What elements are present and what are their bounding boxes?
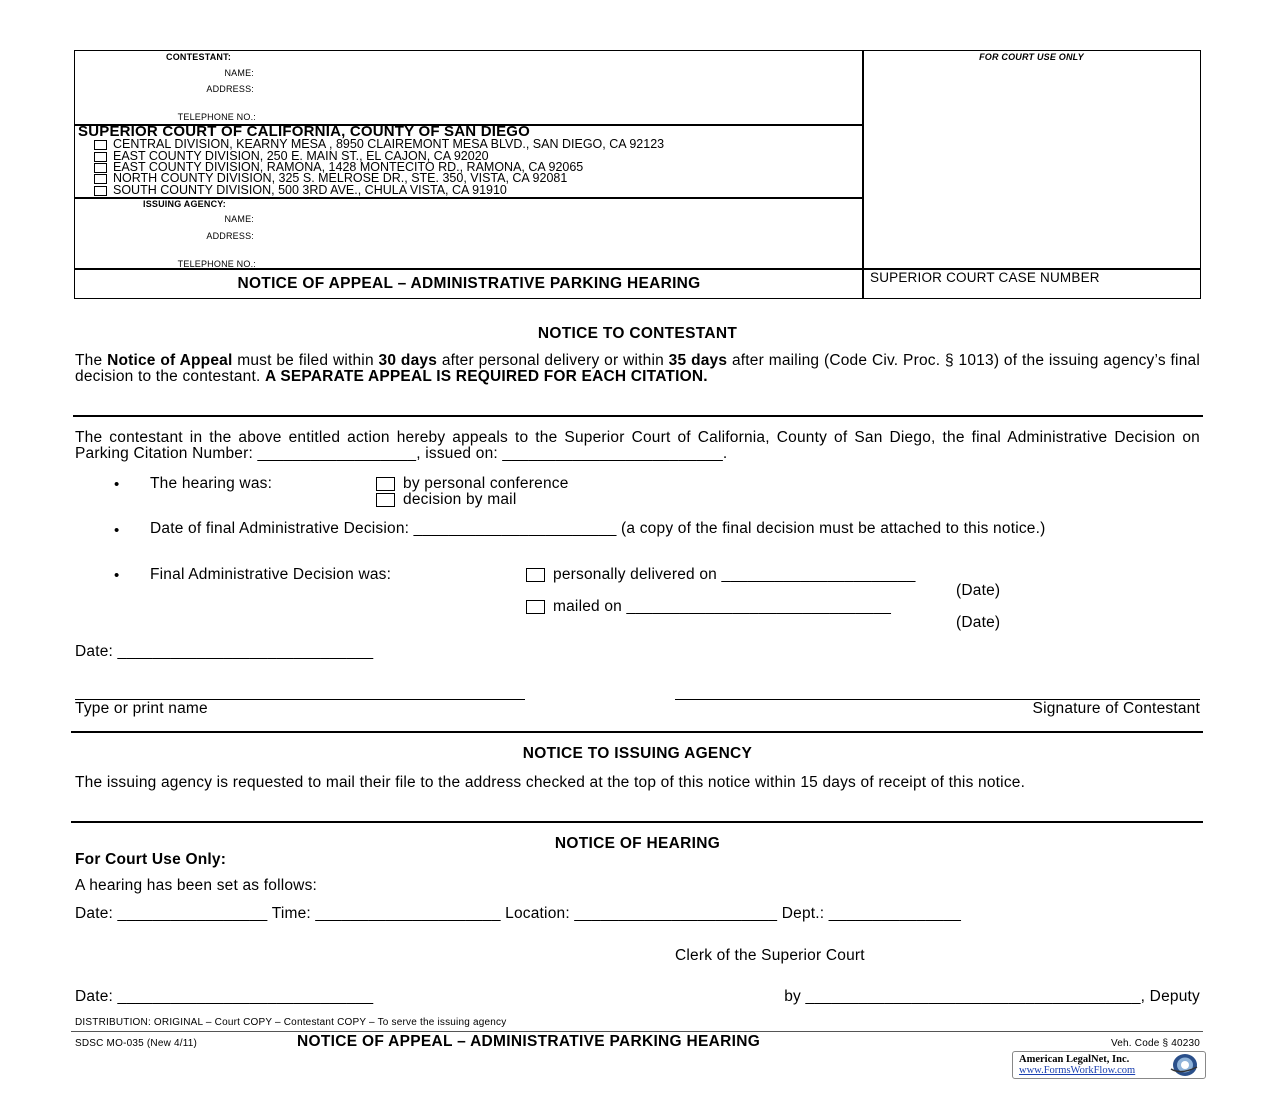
court-use-label: FOR COURT USE ONLY [979, 52, 1084, 62]
final-decision-was-label: Final Administrative Decision was: [150, 566, 392, 583]
court-use-box [862, 50, 1201, 270]
date-final-decision: Date of final Administrative Decision: _______________________ (a copy of the final decision must be attached to this notice.) [150, 520, 1046, 537]
contestant-date-field[interactable]: Date: _____________________________ [75, 643, 374, 660]
agency-address-label: ADDRESS: [206, 231, 254, 241]
logo-url[interactable]: www.FormsWorkFlow.com [1019, 1065, 1136, 1076]
clerk-label: Clerk of the Superior Court [675, 947, 865, 964]
divider [73, 415, 1203, 417]
case-number-label: SUPERIOR COURT CASE NUMBER [870, 270, 1100, 285]
contestant-telephone-label: TELEPHONE NO.: [177, 112, 256, 122]
notice-contestant-heading: NOTICE TO CONTESTANT [537, 325, 738, 342]
divider [71, 821, 1203, 823]
appeal-intro: The contestant in the above entitled action hereby appeals to the Superior Court of California, County of San Diego, the final Administrative Decision on Parking Citation Number: __________________, issued on: _________________________. [75, 429, 1200, 462]
print-name-label: Type or print name [75, 700, 208, 717]
division-south-county[interactable]: SOUTH COUNTY DIVISION, 500 3RD AVE., CHULA VISTA, CA 91910 [94, 185, 507, 197]
division-checkbox[interactable] [94, 174, 107, 184]
court-title: SUPERIOR COURT OF CALIFORNIA, COUNTY OF SAN DIEGO [78, 123, 531, 140]
option-personally-delivered[interactable]: personally delivered on ______________________ [526, 566, 916, 584]
contestant-name-label: NAME: [224, 68, 254, 78]
agency-name-label: NAME: [224, 214, 254, 224]
notice-hearing-heading: NOTICE OF HEARING [554, 835, 721, 852]
division-north-county[interactable]: NORTH COUNTY DIVISION, 325 S. MELROSE DR., STE. 350, VISTA, CA 92081 [94, 173, 567, 185]
division-central[interactable]: CENTRAL DIVISION, KEARNY MESA , 8950 CLAIREMONT MESA BLVD., SAN DIEGO, CA 92123 [94, 139, 664, 151]
notice-contestant-text: The Notice of Appeal must be filed within 30 days after personal delivery or within 35 days after mailing (Code Civ. Proc. § 1013) of the issuing agency’s final decision to the contestant. A SEPARATE APPEAL IS REQUIRED FOR EACH CITATION. [75, 352, 1200, 385]
bullet-icon: • [114, 522, 120, 539]
agency-telephone-label: TELEPHONE NO.: [177, 259, 256, 269]
signature-label: Signature of Contestant [1032, 700, 1200, 717]
footer-rule [71, 1031, 1203, 1032]
hearing-date-field[interactable]: Date: _____________________________ [75, 988, 374, 1005]
option-personal-conference[interactable]: by personal conference [376, 475, 569, 493]
form-title: NOTICE OF APPEAL – ADMINISTRATIVE PARKING HEARING [237, 275, 701, 292]
divider [71, 731, 1203, 733]
division-checkbox[interactable] [94, 140, 107, 150]
contestant-label: CONTESTANT: [166, 52, 232, 62]
option-mailed[interactable]: mailed on ______________________________ [526, 598, 891, 616]
personal-conference-checkbox[interactable] [376, 477, 395, 491]
deputy-field[interactable]: by ______________________________________, Deputy [784, 988, 1200, 1005]
distribution-line: DISTRIBUTION: ORIGINAL – Court COPY – Contestant COPY – To serve the issuing agency [75, 1017, 507, 1028]
personally-delivered-checkbox[interactable] [526, 568, 545, 582]
division-ramona[interactable]: EAST COUNTY DIVISION, RAMONA, 1428 MONTECITO RD., RAMONA, CA 92065 [94, 162, 583, 174]
notice-agency-heading: NOTICE TO ISSUING AGENCY [522, 745, 753, 762]
mailed-checkbox[interactable] [526, 600, 545, 614]
date-caption: (Date) [956, 582, 1001, 599]
footer-form-title: NOTICE OF APPEAL – ADMINISTRATIVE PARKING HEARING [297, 1033, 761, 1050]
bullet-icon: • [114, 476, 120, 493]
logo-company-name: American LegalNet, Inc. [1019, 1054, 1130, 1065]
globe-icon [1169, 1053, 1199, 1077]
hearing-was-label: The hearing was: [150, 475, 273, 492]
division-checkbox[interactable] [94, 186, 107, 196]
issuing-agency-label: ISSUING AGENCY: [143, 199, 227, 209]
form-id: SDSC MO-035 (New 4/11) [75, 1038, 198, 1049]
hearing-set-label: A hearing has been set as follows: [75, 877, 318, 894]
vehicle-code: Veh. Code § 40230 [1110, 1038, 1200, 1049]
contestant-address-label: ADDRESS: [206, 84, 254, 94]
division-checkbox[interactable] [94, 152, 107, 162]
hearing-fields[interactable]: Date: _________________ Time: _____________________ Location: _______________________ Dept.: _______________ [75, 905, 962, 922]
court-use-only-label: For Court Use Only: [75, 851, 227, 868]
bullet-icon: • [114, 567, 120, 584]
option-decision-by-mail[interactable]: decision by mail [376, 491, 516, 509]
date-caption: (Date) [956, 614, 1001, 631]
notice-agency-text: The issuing agency is requested to mail their file to the address checked at the top of this notice within 15 days of receipt of this notice. [75, 774, 1026, 791]
division-east-county[interactable]: EAST COUNTY DIVISION, 250 E. MAIN ST., EL CAJON, CA 92020 [94, 151, 489, 163]
decision-by-mail-checkbox[interactable] [376, 493, 395, 507]
american-legalnet-logo[interactable] [1012, 1051, 1206, 1079]
division-checkbox[interactable] [94, 163, 107, 173]
